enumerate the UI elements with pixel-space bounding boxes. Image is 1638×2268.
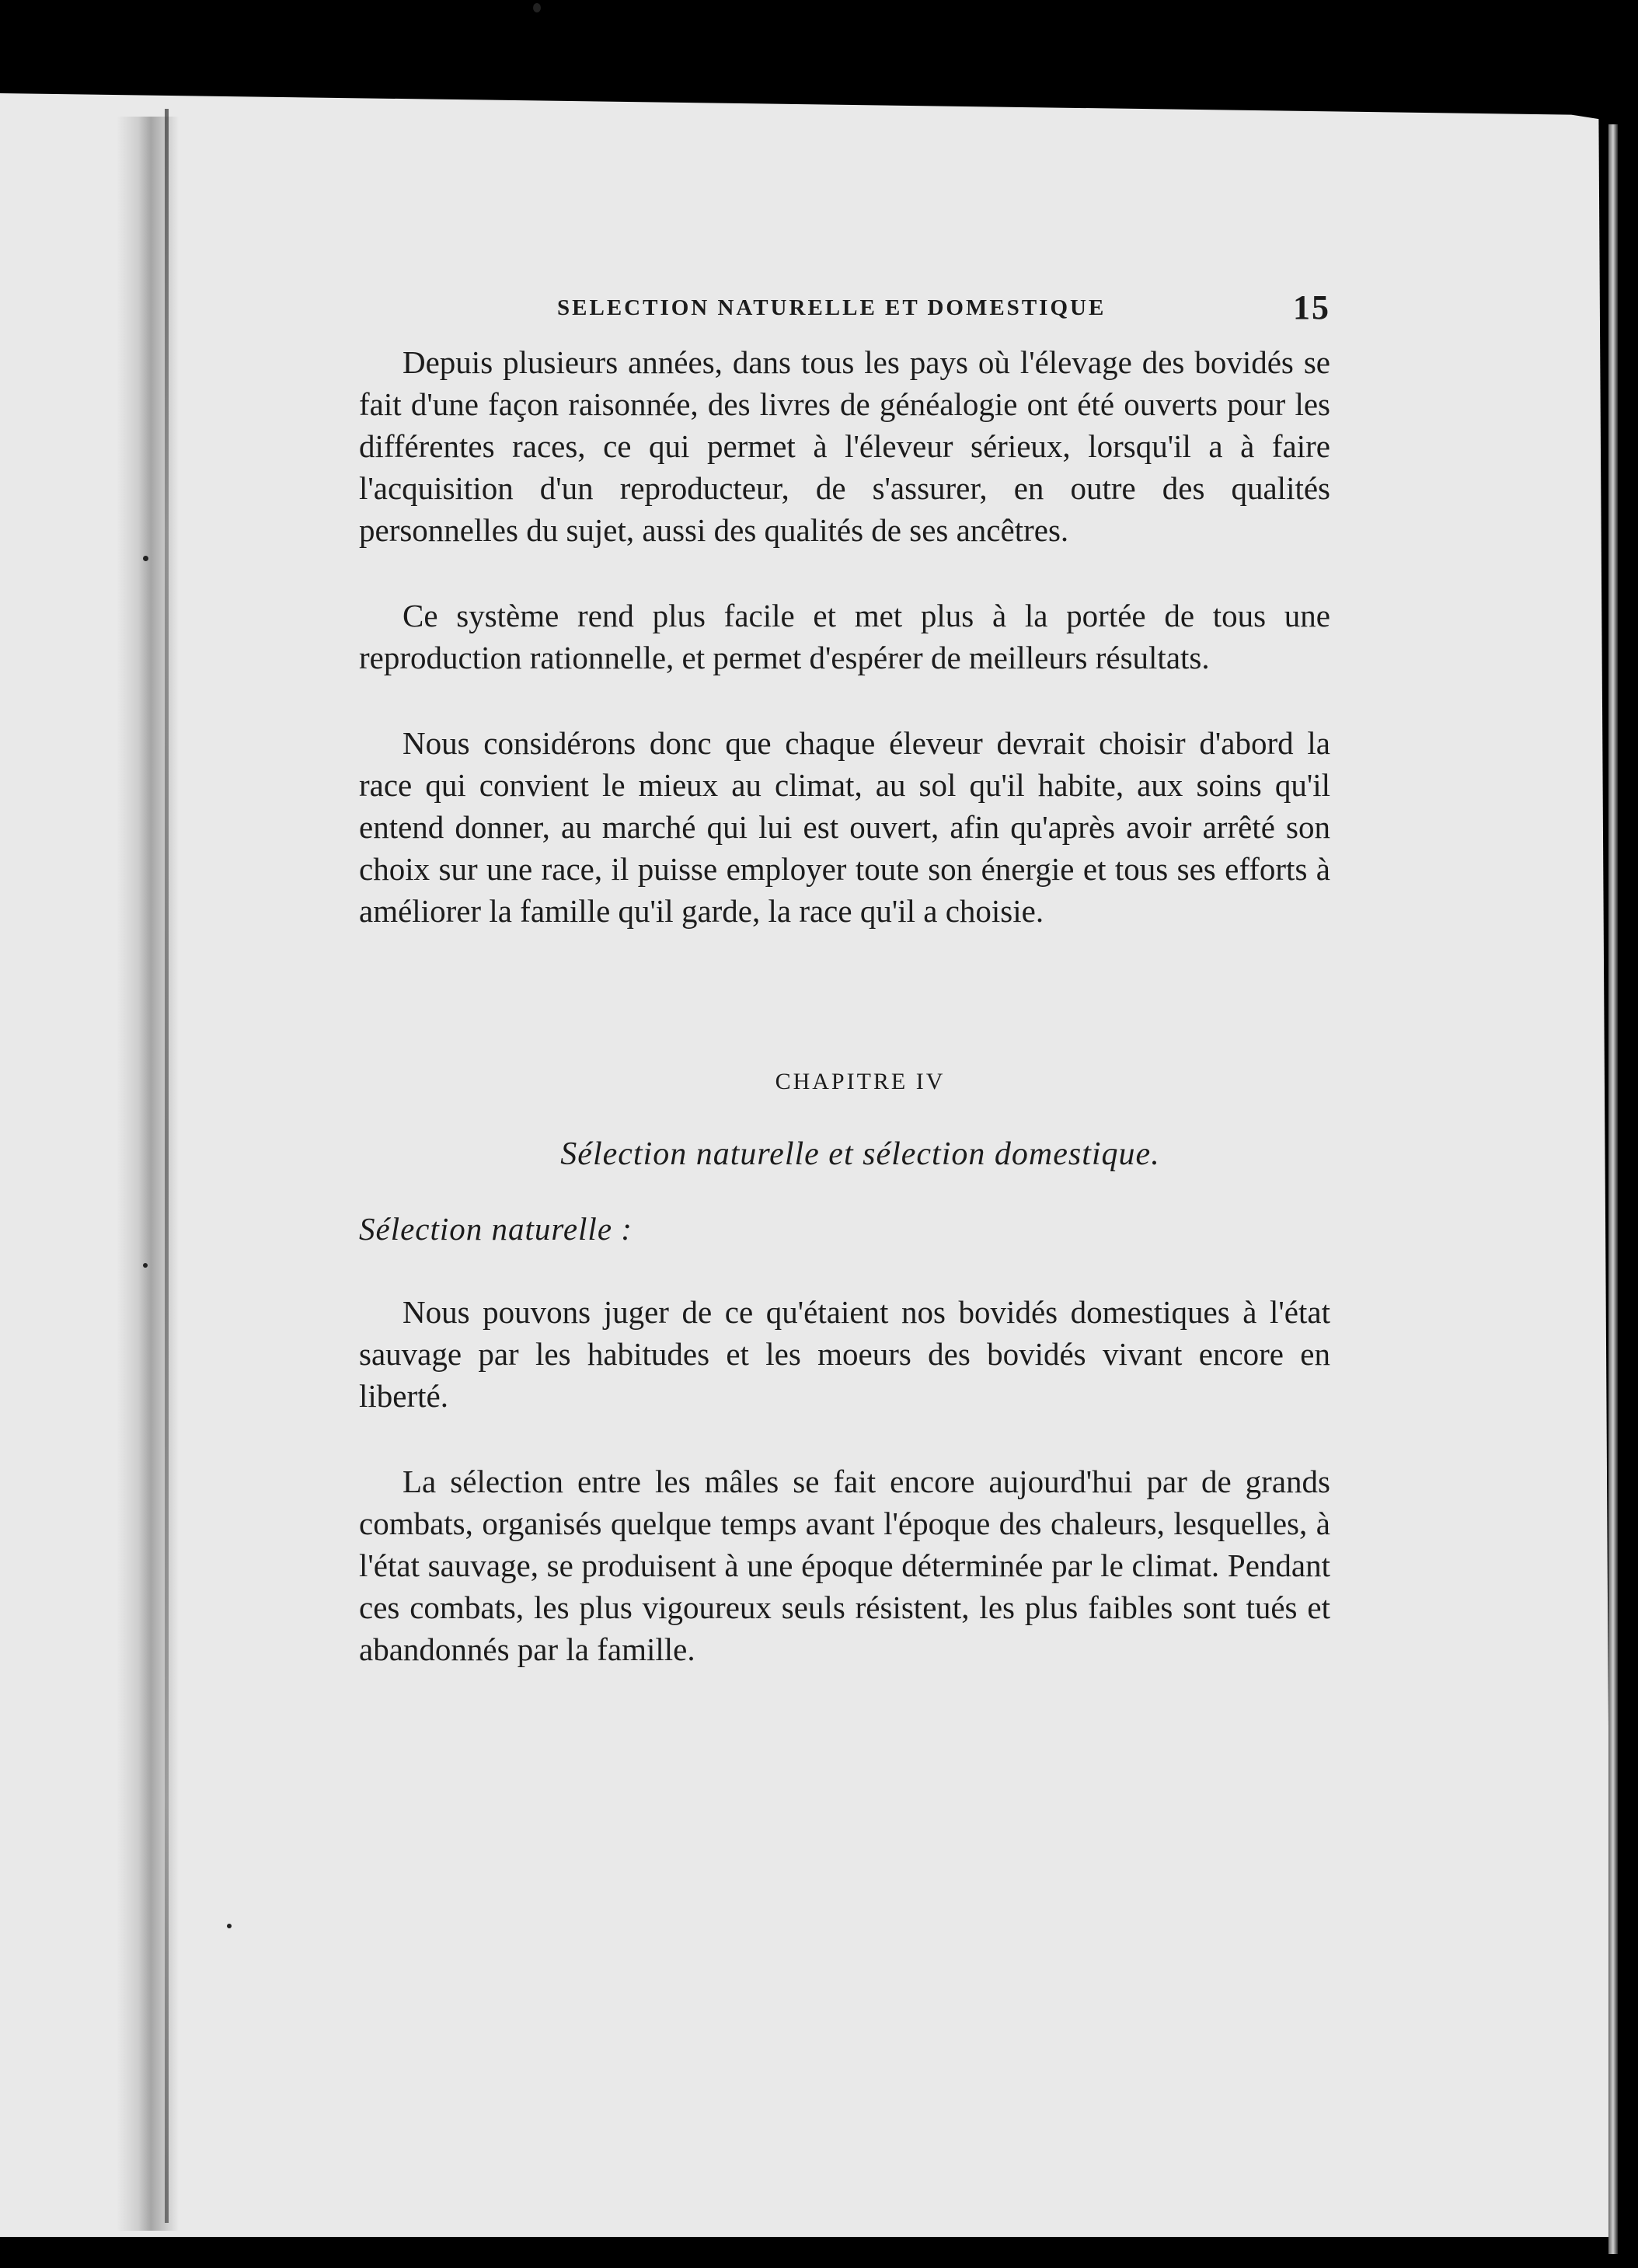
page-text-block: [359, 288, 1330, 1670]
speck-mark: [143, 1263, 148, 1268]
page-edge-shadow: [1608, 124, 1618, 2254]
speck-mark: [143, 556, 148, 561]
speck-mark: [227, 1924, 232, 1928]
paragraph: Ce système rend plus facile et met plus à la portée de tous une reproduction rationnelle, et permet d'espérer de meilleurs résultats.: [359, 598, 1330, 675]
paragraph: Nous considérons donc que chaque éleveur devrait choisir d'abord la race qui convient le mieux au climat, au sol qu'il habite, aux soins qu'il entend donner, au marché qui lui est ouvert, afin qu'après avoir arrêté son choix sur une race, il puisse employer toute son énergie et tous ses efforts à améliorer la famille qu'il garde, la race qu'il a choisie.: [359, 725, 1330, 929]
section-heading: Sélection naturelle :: [359, 1211, 633, 1247]
running-head: [359, 288, 1330, 339]
paragraph: La sélection entre les mâles se fait encore aujourd'hui par de grands combats, organisés quelque temps avant l'époque des chaleurs, lesquelles, à l'état sauvage, se produisent à une époque déterminée par le climat. Pendant ces combats, les plus vigoureux seuls résistent, les plus faibles sont tués et abandonnés par la famille.: [359, 1464, 1330, 1667]
paragraph: Depuis plusieurs années, dans tous les pays où l'élevage des bovidés se fait d'une façon raisonnée, des livres de généalogie ont été ouverts pour les différentes races, ce qui permet à l'éleveur sérieux, lorsqu'il a à faire l'acquisition d'un reproducteur, de s'assurer, en outre des qualités personnelles du sujet, aussi des qualités de ses ancêtres.: [359, 344, 1330, 548]
running-head-title: SELECTION NATURELLE ET DOMESTIQUE: [557, 295, 1107, 320]
paragraph: Nous pouvons juger de ce qu'étaient nos bovidés domestiques à l'état sauvage par les habitudes et les moeurs des bovidés vivant encore en liberté.: [359, 1294, 1330, 1414]
page-number: 15: [1293, 288, 1330, 326]
chapter-title: Sélection naturelle et sélection domestique.: [560, 1136, 1160, 1172]
binding-gutter: [117, 117, 179, 2231]
speck-mark: [533, 3, 541, 12]
chapter-label: CHAPITRE IV: [775, 1069, 946, 1094]
binding-line: [165, 109, 169, 2223]
